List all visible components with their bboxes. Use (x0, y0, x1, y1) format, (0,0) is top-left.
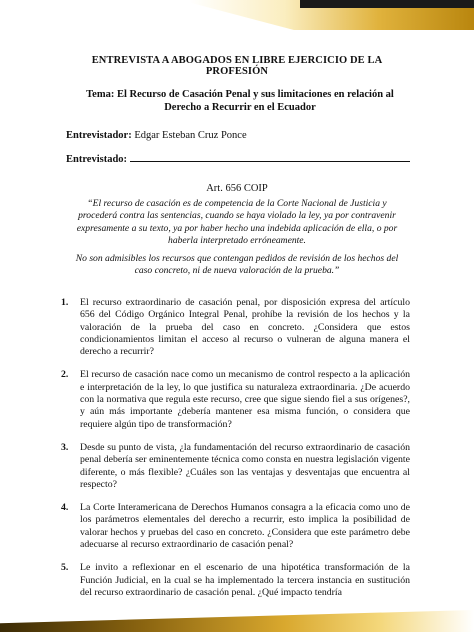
question-item (61, 297, 410, 358)
document-topic: Tema: El Recurso de Casación Penal y sus limitaciones en relación al Derecho a Recurrir en el Ecuador (86, 89, 394, 113)
question-number: 5. (61, 562, 69, 574)
question-number: 4. (61, 502, 69, 514)
quote-paragraph-1: “El recurso de casación es de competencia de la Corte Nacional de Justicia y procederá contra las sentencias, cuando se haya violado la ley, ya por contravenir expresamente a su texto, ya por haber hecho una indebida aplicación de ella, o por haberla interpretado erróneamente. (76, 198, 398, 246)
article-heading: Art. 656 COIP (206, 183, 268, 194)
article-quote (72, 198, 402, 284)
question-number: 3. (61, 441, 69, 453)
question-list (61, 297, 410, 610)
question-item (61, 369, 410, 430)
interviewer-field (66, 130, 247, 141)
question-number: 2. (61, 369, 69, 381)
question-item (61, 562, 410, 599)
interviewee-field (66, 151, 410, 165)
interviewer-label: Entrevistador: (66, 130, 132, 141)
document-title: ENTREVISTA A ABOGADOS EN LIBRE EJERCICIO DE LA PROFESIÓN (91, 55, 383, 77)
question-item (61, 502, 410, 551)
question-number: 1. (61, 297, 69, 308)
question-text: Le invito a reflexionar en el escenario de una hipotética transformación de la Función Judicial, en la cual se ha implementado la tercera instancia en sustitución del recurso extraordinario de casación penal. ¿Qué impacto tendría (80, 562, 410, 598)
interviewer-value: Edgar Esteban Cruz Ponce (134, 130, 247, 141)
question-text: Desde su punto de vista, ¿la fundamentación del recurso extraordinario de casación penal debería ser eminentemente técnica como consta en nuestra legislación vigente diferente, o más flexible? ¿Cuáles son las ventajas y desventajas que encuentra al respecto? (80, 441, 410, 490)
interviewee-blank-line (130, 151, 410, 162)
question-text: El recurso extraordinario de casación penal, por disposición expresa del artículo 656 del Código Orgánico Integral Penal, prohíbe la revisión de los hechos y la valoración de la prueba del caso en concreto. ¿Considera que estos condicionamientos limitan el acceso al recurso o vulneran de alguna manera el derecho a recurrir? (80, 297, 410, 358)
quote-paragraph-2: No son admisibles los recursos que contengan pedidos de revisión de los hechos del caso concreto, ni de nueva valoración de la prueba.” (75, 253, 399, 277)
question-item (61, 441, 410, 491)
question-text: El recurso de casación nace como un mecanismo de control respecto a la aplicación e interpretación de la ley, lo que justifica su naturaleza extraordinaria. ¿De acuerdo con la normativa que regula este recurso, cree que sigue siendo fiel a sus orígenes?, y aún más importante ¿debería mantener esa misma función, o considera que requiere algún tipo de transformación? (80, 369, 410, 430)
interviewee-label: Entrevistado: (66, 154, 128, 165)
question-text: La Corte Interamericana de Derechos Humanos consagra a la eficacia como uno de los parámetros elementales del derecho a recurrir, esto implica la posibilidad de valorar hechos y pruebas del caso en concreto. ¿Considera que este parámetro debe adecuarse al recurso extraordinario de casación penal? (80, 502, 410, 551)
